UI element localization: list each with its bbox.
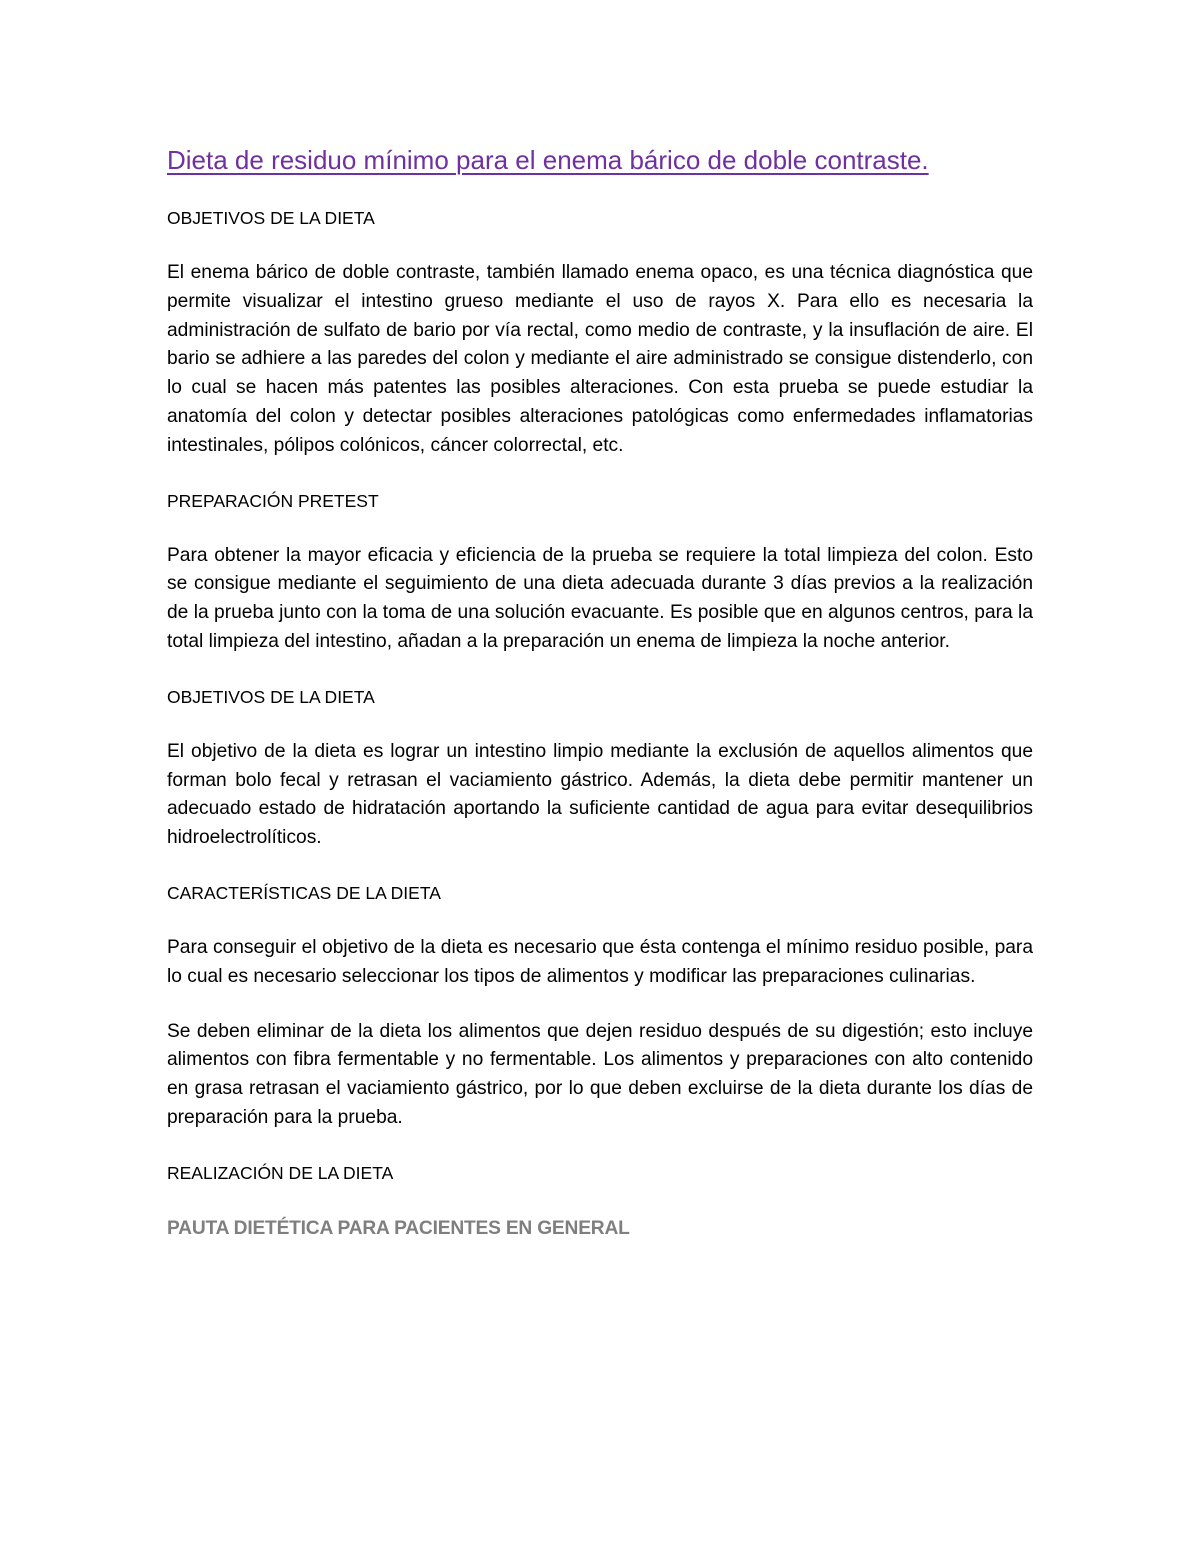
section-heading: CARACTERÍSTICAS DE LA DIETA — [167, 882, 441, 903]
section-paragraph: El objetivo de la dieta es lograr un intestino limpio mediante la exclusión de aquellos alimentos que forman bolo fecal y retrasan el vaciamiento gástrico. Además, la dieta debe permitir mantener un adecuado estado de hidratación aportando la suficiente cantidad de agua para evitar desequilibrios hidroelectrolíticos. — [167, 740, 1033, 849]
section-heading: REALIZACIÓN DE LA DIETA — [167, 1162, 394, 1183]
section-heading: OBJETIVOS DE LA DIETA — [167, 686, 375, 707]
section-heading: PREPARACIÓN PRETEST — [167, 490, 379, 511]
section-paragraph: Para conseguir el objetivo de la dieta es necesario que ésta contenga el mínimo residuo posible, para lo cual es necesario seleccionar los tipos de alimentos y modificar las preparaciones culinarias. — [167, 936, 1033, 987]
section-heading: OBJETIVOS DE LA DIETA — [167, 208, 375, 228]
section-paragraph: Para obtener la mayor eficacia y eficiencia de la prueba se requiere la total limpieza del colon. Esto se consigue mediante el seguimiento de una dieta adecuada durante 3 días previos a la realización de la prueba junto con la toma de una solución evacuante. Es posible que en algunos centros, para la total limpieza del intestino, añadan a la preparación un enema de limpieza la noche anterior. — [167, 544, 1033, 652]
document-page — [167, 138, 1033, 1243]
document-title: Dieta de residuo mínimo para el enema bárico de doble contraste. — [167, 145, 929, 175]
section-paragraph: El enema bárico de doble contraste, también llamado enema opaco, es una técnica diagnóstica que permite visualizar el intestino grueso mediante el uso de rayos X. Para ello es necesaria la administración de sulfato de bario por vía rectal, como medio de contraste, y la insuflación de aire. El bario se adhiere a las paredes del colon y mediante el aire administrado se consigue distenderlo, con lo cual se hacen más patentes las posibles alteraciones. Con esta prueba se puede estudiar la anatomía del colon y detectar posibles alteraciones patológicas como enfermedades inflamatorias intestinales, pólipos colónicos, cáncer colorrectal, etc. — [167, 262, 1033, 456]
diet-guideline-subheading: PAUTA DIETÉTICA PARA PACIENTES EN GENERAL — [167, 1217, 630, 1239]
section-paragraph: Se deben eliminar de la dieta los alimentos que dejen residuo después de su digestión; esto incluye alimentos con fibra fermentable y no fermentable. Los alimentos y preparaciones con alto contenido en grasa retrasan el vaciamiento gástrico, por lo que deben excluirse de la dieta durante los días de preparación para la prueba. — [167, 1020, 1033, 1128]
